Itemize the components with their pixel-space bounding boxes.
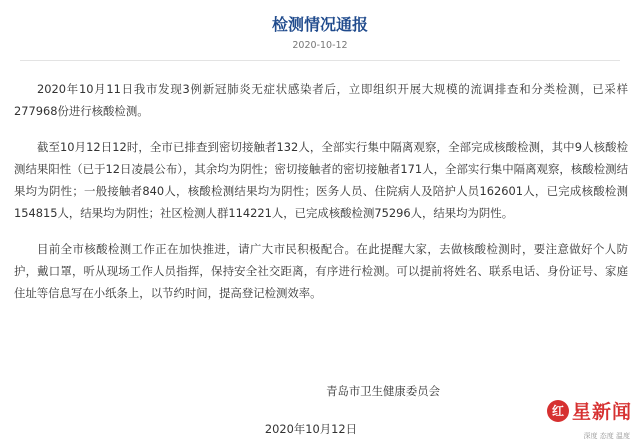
notice-title: 检测情况通报 [271, 15, 368, 34]
issue-date: 2020年10月12日 [264, 422, 357, 436]
notice-date: 2020-10-12 [292, 40, 348, 51]
issuer-signature: 青岛市卫生健康委员会 [326, 384, 440, 398]
news-watermark-logo [536, 397, 632, 441]
notice-body [14, 78, 628, 318]
notice-header [0, 0, 640, 62]
header-divider [20, 60, 620, 61]
watermark-subtitle: 深度 态度 温度 [583, 432, 630, 440]
watermark-badge: 红 [547, 400, 569, 422]
paragraph-2: 截至10月12日12时，全市已排查到密切接触者132人，全部实行集中隔离观察，全部完成核酸检测，其中9人核酸检测结果阳性（已于12日凌晨公布），其余均为阴性；密切接触者的密切接触者171人，全部实行集中隔离观察，核酸检测结果均为阴性；一般接触者840人，核酸检测结果均为阴性；医务人员、住院病人及陪护人员162601人，已完成核酸检测154815人，结果均为阴性；社区检测人群114221人，已完成核酸检测75296人，结果均为阴性。 [14, 140, 628, 220]
watermark-text: 星新闻 [571, 401, 632, 423]
paragraph-1: 2020年10月11日我市发现3例新冠肺炎无症状感染者后，立即组织开展大规模的流调排查和分类检测，已采样277968份进行核酸检测。 [14, 82, 628, 118]
paragraph-3: 目前全市核酸检测工作正在加快推进，请广大市民积极配合。在此提醒大家，去做核酸检测时，要注意做好个人防护，戴口罩，听从现场工作人员指挥，保持安全社交距离，有序进行检测。可以提前将姓名、联系电话、身份证号、家庭住址等信息写在小纸条上，以节约时间，提高登记检测效率。 [14, 242, 628, 300]
watermark-main [547, 397, 632, 424]
